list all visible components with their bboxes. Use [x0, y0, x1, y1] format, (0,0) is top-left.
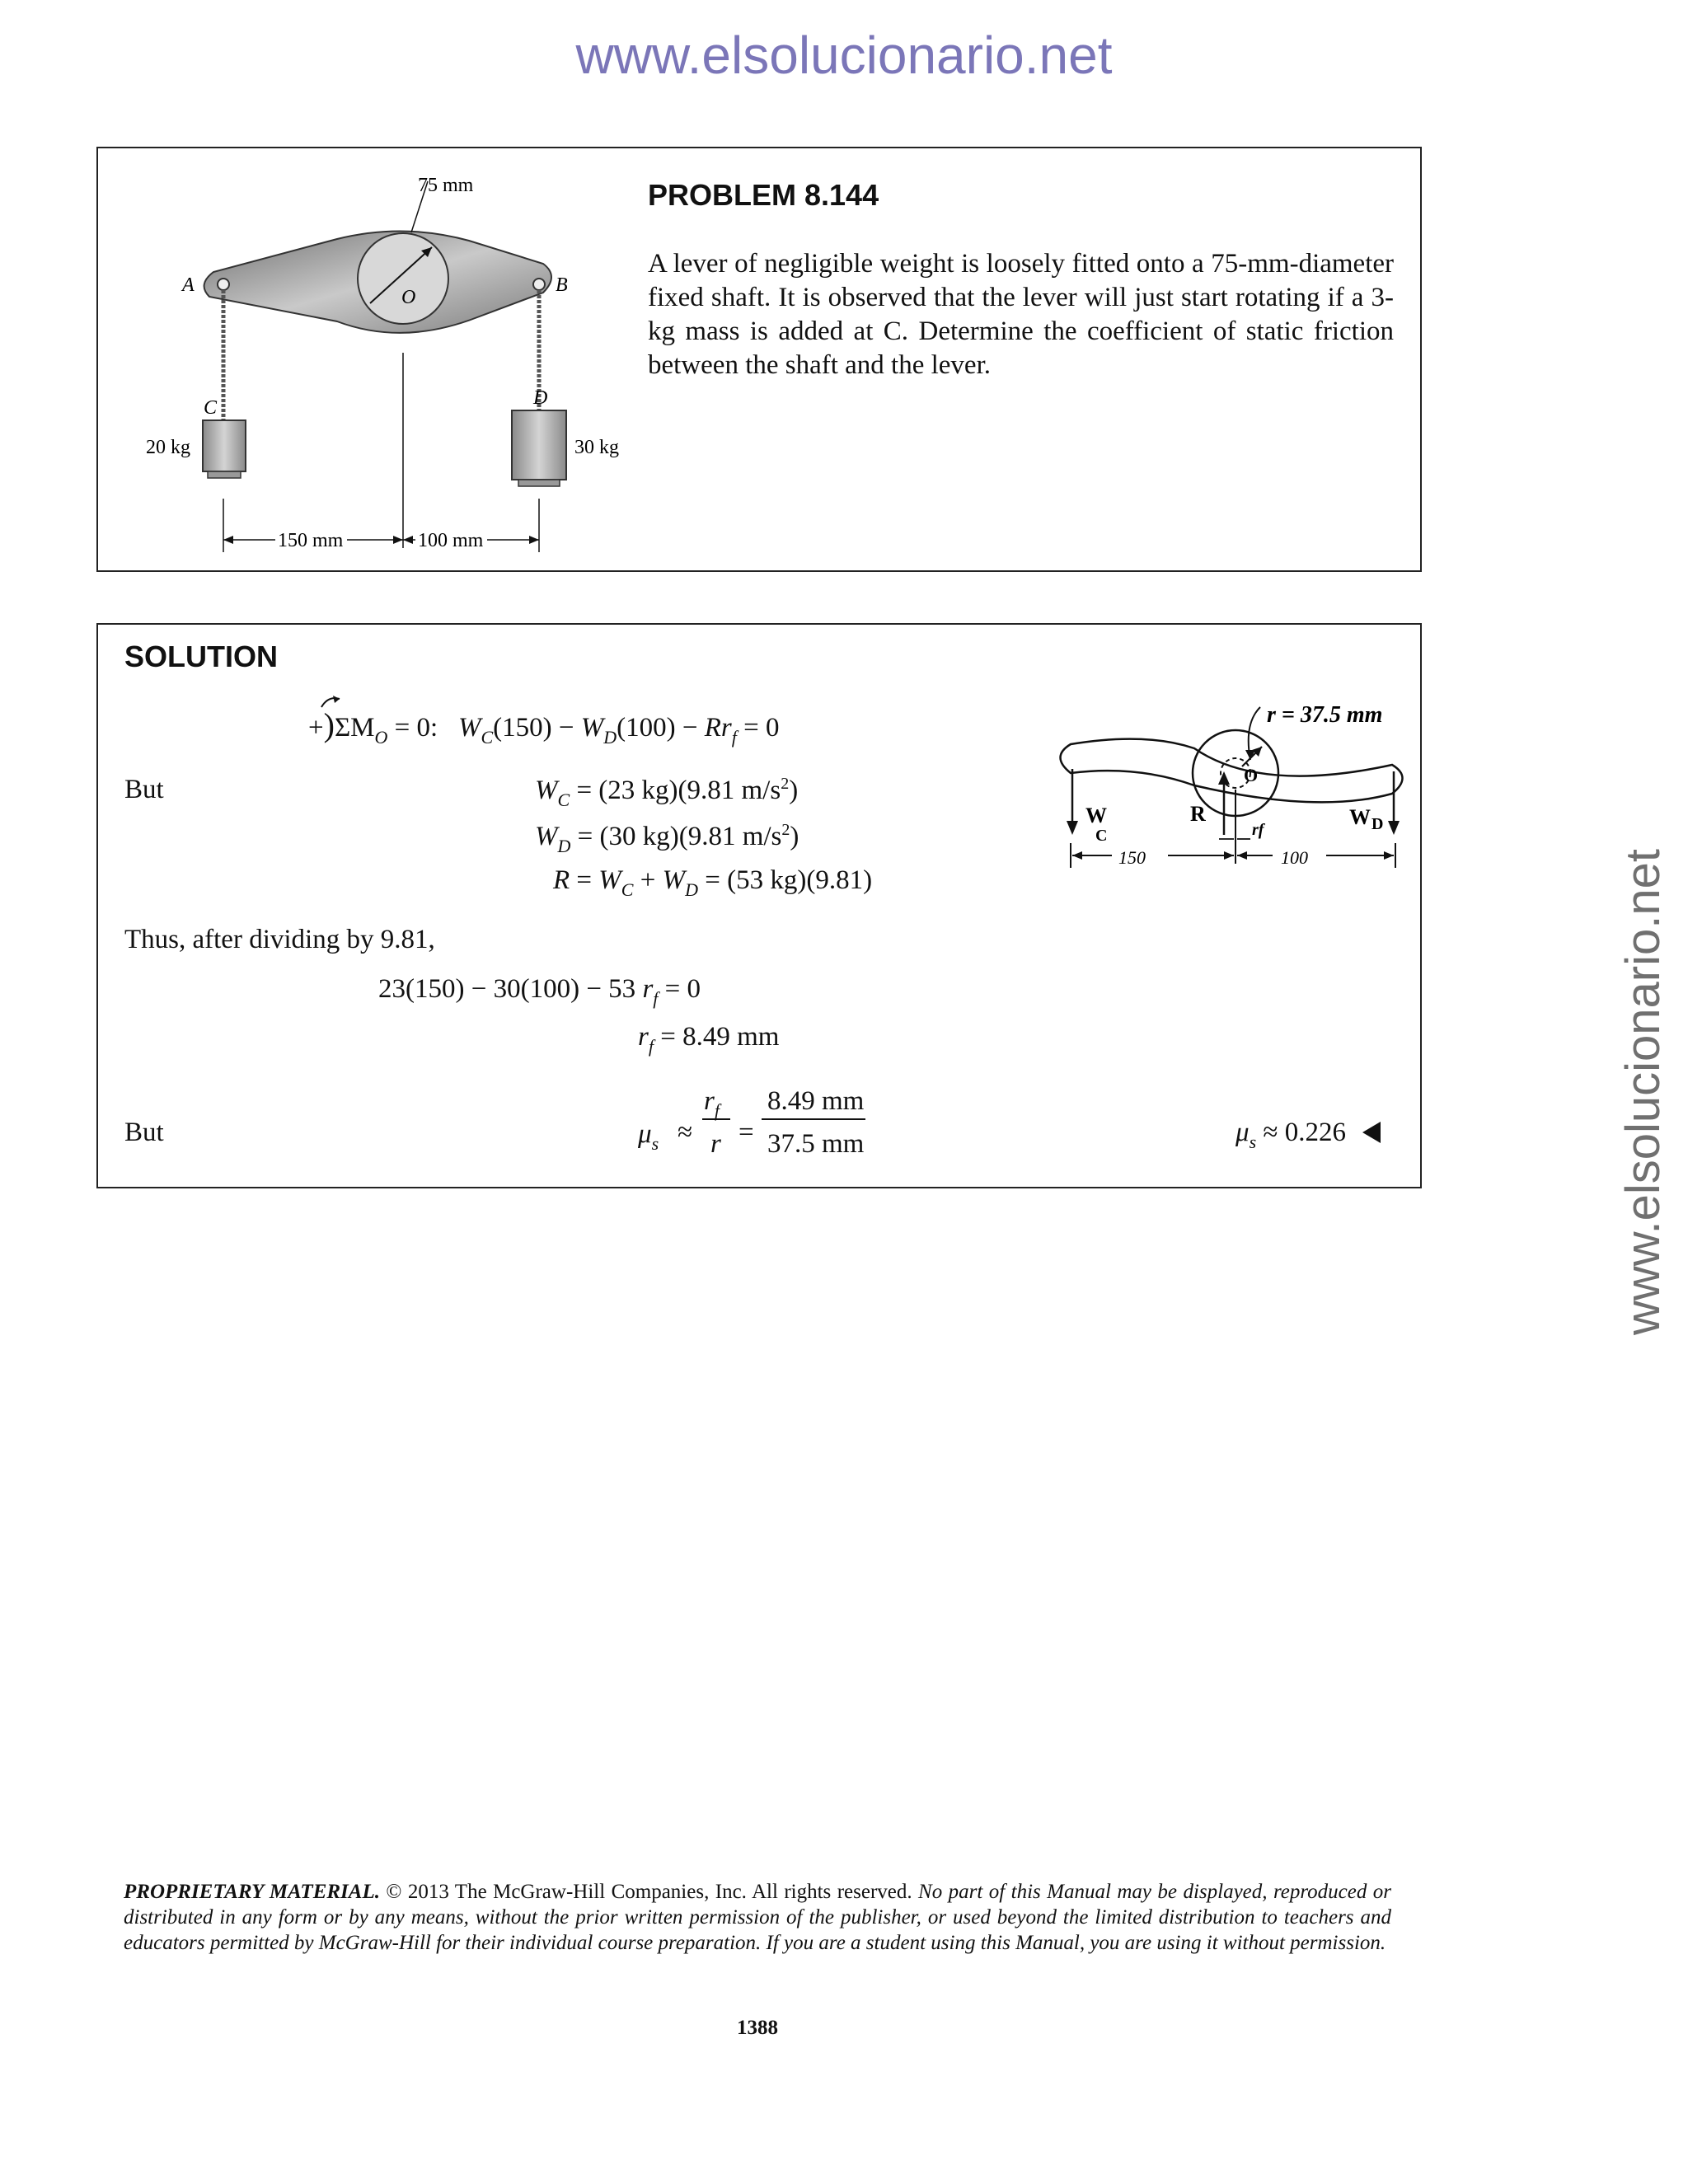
eq-rf: $r_f = 8.49$ mm — [638, 1022, 780, 1057]
eq-wd: $W_D = (30$ kg)(9.81 $m/s^2$) — [535, 821, 799, 856]
fig-mass-c: 20 kg — [146, 437, 190, 458]
thus-text: Thus, after dividing by 9.81, — [124, 925, 435, 954]
eq-rf-value: = 8.49 mm — [660, 1022, 780, 1052]
solution-title: SOLUTION — [124, 640, 278, 673]
copyright-footer — [124, 1879, 1391, 1956]
frac-numerator: 8.49 mm — [767, 1086, 865, 1116]
answer-marker-icon — [1362, 1122, 1381, 1143]
sketch-label-r: R — [1190, 802, 1206, 826]
answer: $\mu_s \approx 0.226$ — [1236, 1118, 1381, 1153]
sketch-label-wc-sub: C — [1095, 827, 1108, 845]
moment-equation: +) $\Sigma M_O = 0$: $W_C(150) - W_D(100) - Rr_f = 0$ — [308, 705, 779, 748]
answer-value: ≈ 0.226 — [1263, 1118, 1347, 1147]
label-but-2: But — [124, 1118, 164, 1147]
fig-mass-d: 30 kg — [574, 437, 619, 458]
footer-italic: No part of this Manual may be displayed, reproduced or distributed in any form or by any means, without the prior written permission of the publisher, or used beyond the limited distribution to teachers and educators permitted by McGraw-Hill for their individual course preparation. If you are a student using this Manual, you are using it without permission. — [124, 1881, 1391, 1954]
fig-label-c: C — [204, 397, 218, 419]
fig-label-d: D — [533, 387, 548, 409]
watermark-side-text: www.elsolucionario.net — [1616, 849, 1670, 1335]
fig-label-b: B — [556, 274, 568, 296]
free-body-sketch — [1046, 699, 1409, 888]
sketch-dim-right: 100 — [1281, 847, 1308, 868]
eq-r: $R = W_C + W_D = (53$ kg)(9.81) — [553, 865, 873, 900]
fig-dim-right: 100 mm — [418, 530, 484, 551]
problem-text: A lever of negligible weight is loosely fitted onto a 75-mm-diameter fixed shaft. It is observed that the lever will just start rotating if a 3-kg mass is added at C. Determine the coefficient of static friction between the shaft and the lever. — [648, 249, 1394, 380]
sketch-label-wd: W — [1349, 805, 1371, 829]
label-but-1: But — [124, 775, 164, 804]
watermark-top: www.elsolucionario.net — [575, 26, 1113, 85]
fig-label-o: O — [401, 287, 416, 308]
fig-label-a: A — [182, 274, 195, 296]
footer-normal: © 2013 The McGraw-Hill Companies, Inc. All rights reserved. — [379, 1881, 912, 1903]
page-number: 1388 — [737, 2017, 778, 2039]
fig-dim-left: 150 mm — [278, 530, 344, 551]
sketch-label-rf: rf — [1252, 821, 1264, 839]
shaft-circle — [358, 233, 448, 324]
problem-figure — [131, 165, 708, 560]
sketch-radius-note: r = 37.5 mm — [1267, 702, 1383, 728]
sketch-label-wc: W — [1085, 804, 1107, 827]
mass-c — [203, 420, 246, 471]
sketch-dim-left: 150 — [1118, 847, 1146, 868]
problem-box — [96, 147, 1422, 572]
frac-denominator: 37.5 mm — [767, 1129, 865, 1159]
problem-title: PROBLEM 8.144 — [648, 178, 879, 212]
sketch-label-wd-sub: D — [1372, 815, 1384, 833]
sketch-lever — [1061, 739, 1403, 803]
eq-mu: $\mu_s$ ≈ $r_f$ r = 8.49 mm 37.5 mm — [638, 1086, 865, 1159]
solution-box — [96, 623, 1422, 1188]
sketch-label-o: O — [1244, 765, 1259, 785]
footer-bold: PROPRIETARY MATERIAL. — [124, 1881, 380, 1903]
eq-divided: 23(150) − 30(100) − 53 $r_f = 0$ — [378, 974, 701, 1009]
eq-wc: $W_C = (23$ kg)(9.81 $m/s^2$) — [535, 775, 799, 810]
mass-d — [512, 410, 566, 480]
fig-label-diameter: 75 mm — [418, 175, 474, 196]
